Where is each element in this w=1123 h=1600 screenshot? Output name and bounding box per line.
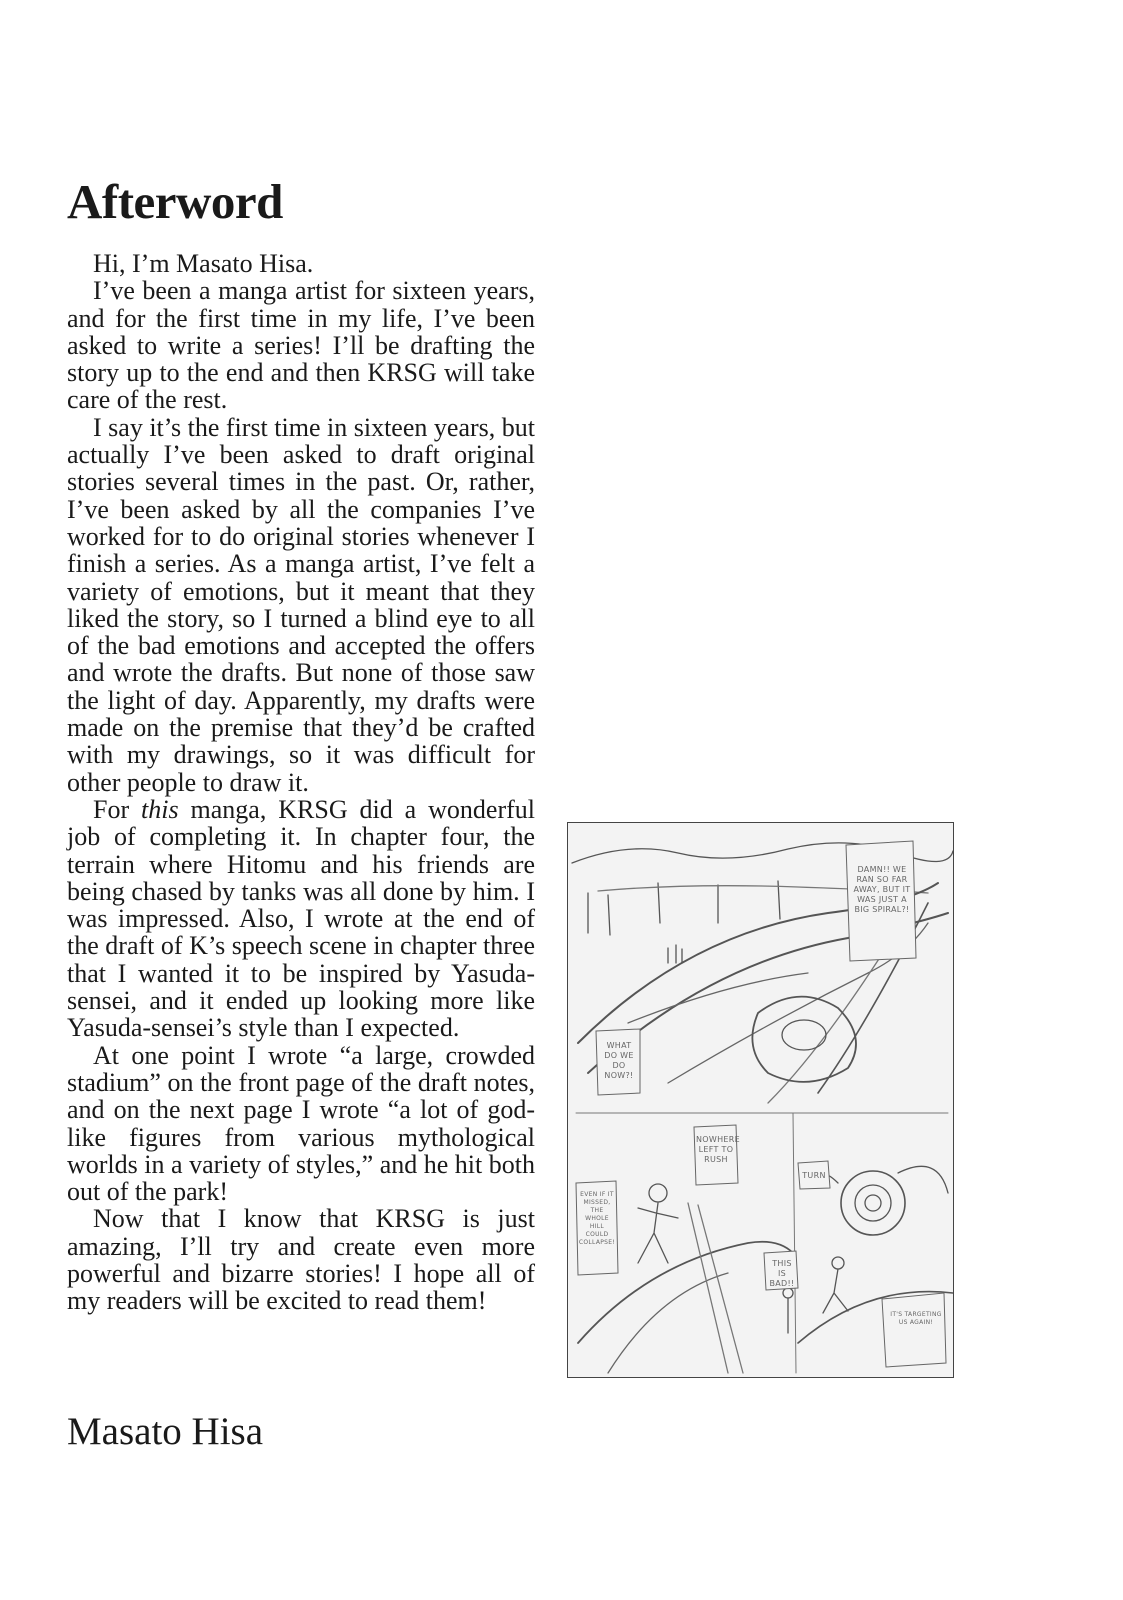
speech-bubble-collapse: EVEN IF IT MISSED, THE WHOLE HILL COULD COLLAPSE! bbox=[578, 1191, 616, 1246]
author-signature: Masato Hisa bbox=[67, 1410, 264, 1453]
afterword-body bbox=[67, 250, 535, 1315]
page-title: Afterword bbox=[67, 174, 283, 229]
speech-bubble-what-now: WHAT DO WE DO NOW?! bbox=[604, 1041, 634, 1080]
paragraph-4-rest: job of completing it. In chapter four, the terrain where Hitomu and his friends are being chased by tanks was all done by him. I was impressed. Also, I wrote at the end of the draft of K’s speech scene in chapter three that I wanted it to be inspired by Yasuda-sensei, and it ended up looking more like Yasuda-sensei’s style than I expected. bbox=[67, 822, 535, 1043]
storyboard-sketch bbox=[567, 822, 954, 1378]
paragraph-4-emphasis: this bbox=[141, 794, 179, 824]
paragraph-4-prefix: For bbox=[93, 794, 142, 824]
paragraph-1: Hi, I’m Masato Hisa. bbox=[93, 249, 314, 278]
paragraph-2: I’ve been a manga artist for sixteen years, and for the first time in my life, I’ve been asked to write a series! I’ll be drafting the story up to the end and then KRSG will take care of the rest. bbox=[67, 276, 535, 415]
speech-bubble-spiral: DAMN!! WE RAN SO FAR AWAY, BUT IT WAS JUST A BIG SPIRAL?! bbox=[853, 865, 911, 914]
speech-bubble-turn: TURN bbox=[802, 1171, 826, 1180]
paragraph-4-middle: manga, KRSG did a wonderful bbox=[178, 794, 535, 824]
speech-bubble-nowhere: NOWHERE LEFT TO RUSH bbox=[696, 1135, 740, 1164]
paragraph-3: I say it’s the first time in sixteen years, but actually I’ve been asked to draft original stories several times in the past. Or, rather, I’ve been asked by all the companies I’ve worked for to do original stories whenever I finish a series. As a manga artist, I’ve felt a variety of emotions, but it meant that they liked the story, so I turned a blind eye to all of the bad emotions and accepted the offers and wrote the drafts. But none of those saw the light of day. Apparently, my drafts were made on the premise that they’d be crafted with my drawings, so it was difficult for other people to draw it. bbox=[67, 412, 535, 797]
speech-bubble-bad: THIS IS BAD!! bbox=[769, 1259, 795, 1288]
speech-bubble-targeting: IT'S TARGETING US AGAIN! bbox=[890, 1311, 942, 1326]
paragraph-6: Now that I know that KRSG is just amazing, I’ll try and create even more powerful and bizarre stories! I hope all of my readers will be excited to read them! bbox=[67, 1204, 535, 1316]
paragraph-5: At one point I wrote “a large, crowded stadium” on the front page of the draft notes, and on the next page I wrote “a lot of god-like figures from various mythological worlds in a variety of styles,” and he hit both out of the park! bbox=[67, 1040, 535, 1207]
paragraph-4 bbox=[67, 796, 535, 1042]
